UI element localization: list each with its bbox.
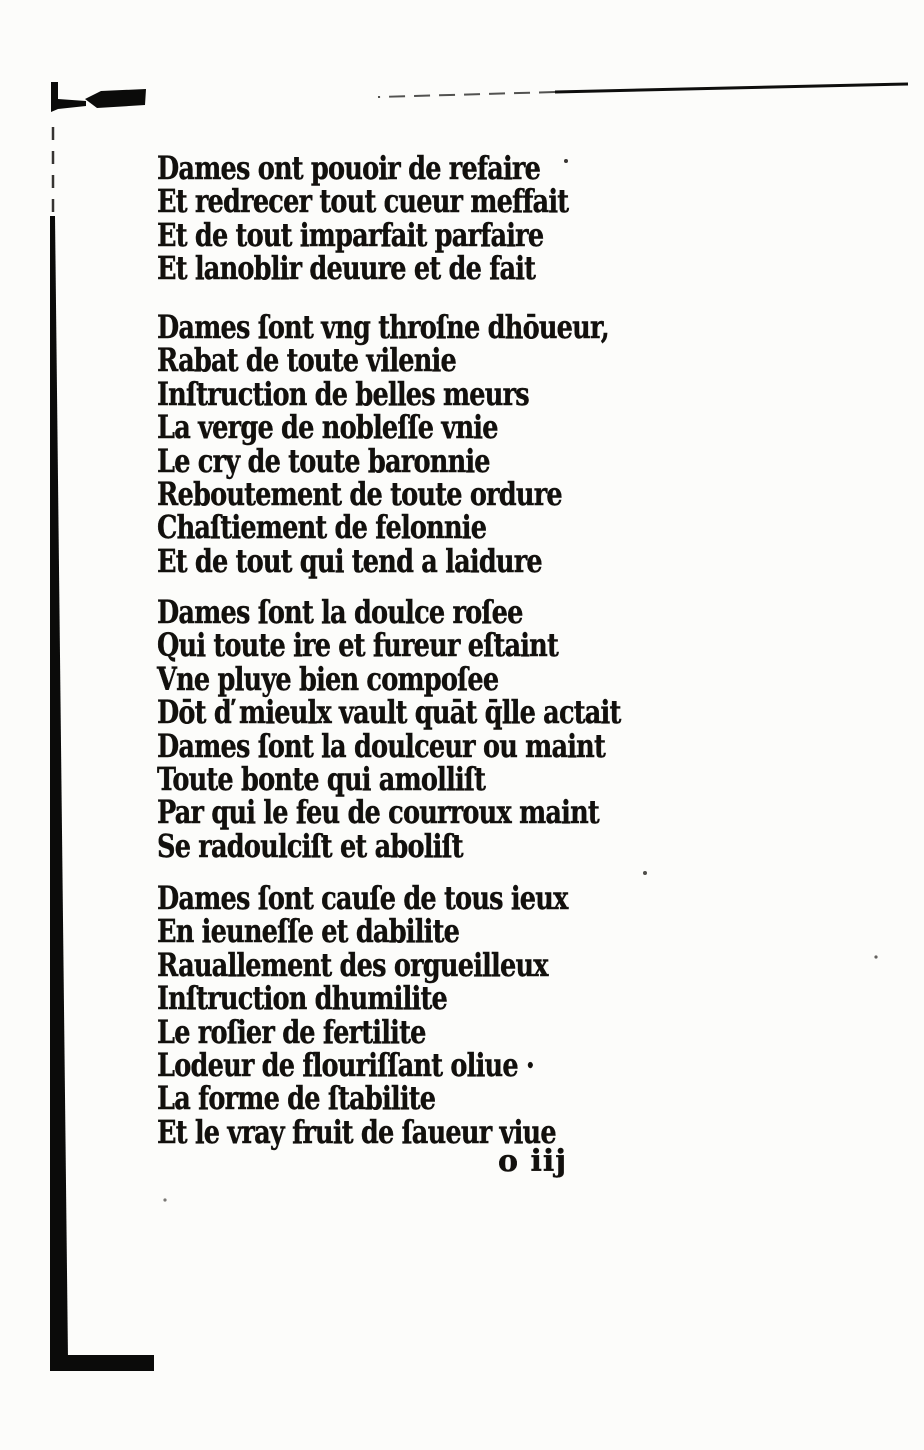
verse-line: Inſtruction dhumilite [157, 979, 447, 1018]
verse-line: Dōt ď mieulx vault quāt q̄lle actait [157, 693, 621, 732]
signature-mark: o iij [498, 1144, 568, 1179]
top-rule-line-faded [378, 92, 555, 97]
verse-line: Se radoulciſt et aboliſt [157, 826, 463, 865]
verse-line: Chaſtiement de felonnie [157, 508, 487, 547]
verse-line: Et le vray fruit de ſaueur viue [157, 1112, 556, 1151]
ink-speck [643, 871, 647, 875]
stanza-2 [157, 308, 609, 580]
ink-speck [874, 955, 877, 958]
verse-line: Dames ſont la doulceur ou maint [157, 726, 605, 765]
corner-mark [51, 82, 86, 112]
stanza-1 [157, 149, 569, 288]
verse-line: Dames ſont la doulce roſee [157, 593, 523, 631]
stanza-3 [157, 593, 621, 865]
verse-line: Toute bonte qui amolliſt [157, 760, 486, 799]
verse-line: Reboutement de toute ordure [157, 475, 562, 514]
verse-line: Vne pluye bien compoſee [157, 659, 499, 698]
verse-line: La verge de nobleſſe vnie [157, 408, 498, 447]
verse-line: Le cry de toute baronnie [157, 441, 490, 480]
bottom-bar [50, 1355, 154, 1371]
verse-line: Qui toute ire et fureur eſtaint [157, 626, 559, 665]
verse-line: Par qui le feu de courroux maint [157, 793, 599, 832]
binding-edge [50, 216, 68, 1360]
verse-line: Et redrecer tout cueur meffait [157, 182, 569, 221]
verse-line: Et de tout qui tend a laidure [157, 541, 542, 580]
verse-line: Inſtruction de belles meurs [157, 374, 529, 413]
verse-line: Dames ſont cauſe de tous ieux [157, 879, 568, 917]
verse-line: En ieuneſſe et dabilite [157, 912, 460, 951]
ink-speck [163, 1198, 166, 1201]
verse-line: La forme de ſtabilite [157, 1079, 436, 1118]
top-rule-line [555, 84, 908, 92]
verse-line: Et lanoblir deuure et de fait [157, 249, 536, 288]
verse-line: Et de tout imparfait parfaire [157, 215, 544, 254]
verse-line: Dames ont pouoir de refaire [157, 149, 541, 187]
verse-line: Dames ſont vng throſne dhōueur, [157, 308, 609, 346]
verse-line: Rabat de toute vilenie [157, 341, 456, 380]
verse-line: Lodeur de flouriſſant oliue · [157, 1046, 535, 1085]
ink-blob [85, 89, 146, 108]
stanza-4 [157, 879, 568, 1151]
verse-line: Rauallement des orgueilleux [157, 945, 548, 984]
verse-line: Le roſier de fertilite [157, 1012, 426, 1051]
